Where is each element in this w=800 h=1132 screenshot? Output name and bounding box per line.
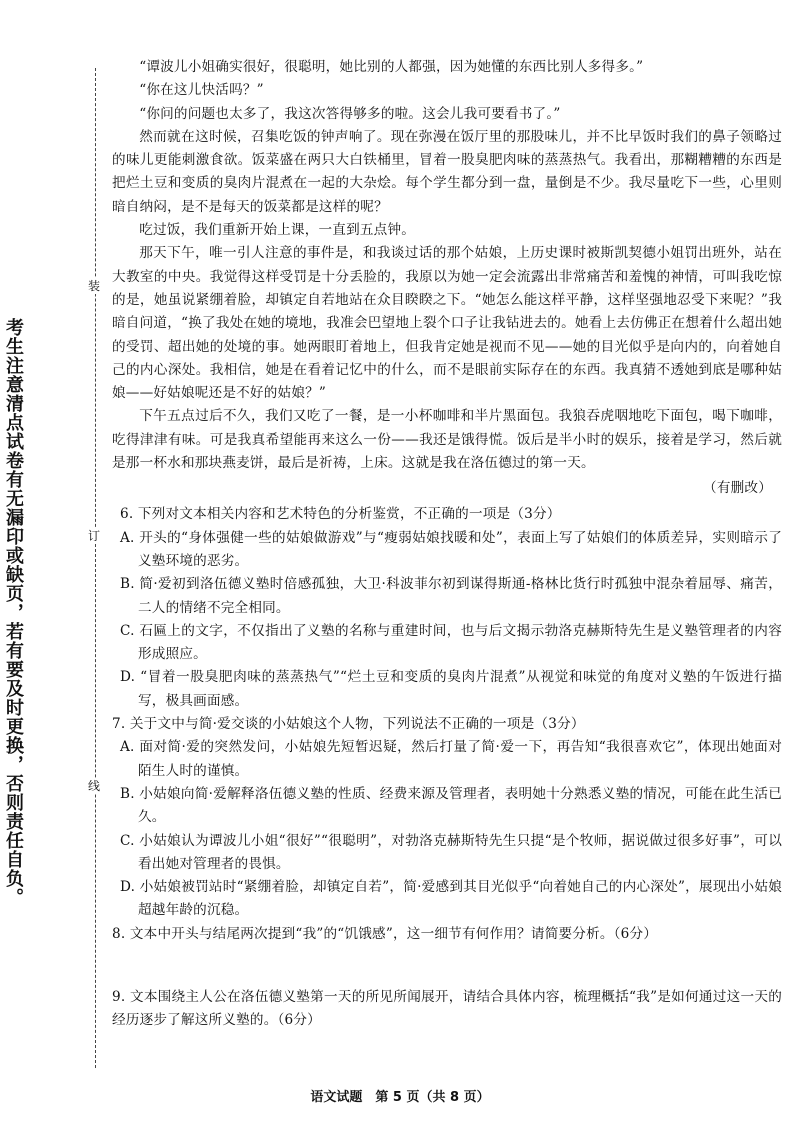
option-a: A. 开头的“身体强健一些的姑娘做游戏”与“瘦弱姑娘找暖和处”，表面上写了姑娘们的体质差异，实则暗示了义塾环境的恶劣。	[120, 529, 782, 569]
text-paragraph: 然而就在这时候，召集吃饭的钟声响了。现在弥漫在饭厅里的那股味儿，并不比早饭时我们的鼻子领略过的味儿更能刺激食欲。饭菜盛在两只大白铁桶里，冒着一股臭肥肉味的蒸蒸热气。我看出，那糊糟糟的东西是把烂土豆和变质的臭肉片混煮在一起的大杂烩。每个学生都分到一盘，量倒是不少。我尽量吃下一些，心里则暗自纳闷，是不是每天的饭菜都是这样的呢？	[112, 128, 782, 215]
page-footer: 语文试题 第 5 页（共 8 页）	[310, 1090, 490, 1105]
option-d: D. “冒着一股臭肥肉味的蒸蒸热气”“烂土豆和变质的臭肉片混煮”从视觉和味觉的角度对义塾的午饭进行描写，极具画面感。	[120, 669, 782, 709]
question-9	[112, 986, 782, 1033]
examinee-notice: 考生注意清点试卷有无漏印或缺页，若有要及时更换，否则责任自负。	[3, 318, 24, 907]
question-6	[112, 503, 782, 713]
text-paragraph: 吃过饭，我们重新开始上课，一直到五点钟。	[139, 222, 416, 239]
option-d: D. 小姑娘被罚站时“紧绷着脸，却镇定自若”，简·爱感到其目光似乎“向着她自己的内心深处”，展现出小姑娘超越年龄的沉稳。	[120, 879, 782, 919]
option-b: B. 小姑娘向简·爱解释洛伍德义塾的性质、经费来源及管理者，表明她十分熟悉义塾的情况，可能在此生活已久。	[120, 785, 782, 826]
question-stem: 6. 下列对文本相关内容和艺术特色的分析鉴赏，不正确的一项是（3分）	[120, 506, 561, 523]
question-stem: 7. 关于文中与简·爱交谈的小姑娘这个人物，下列说法不正确的一项是（3分）	[112, 716, 585, 733]
dialogue-line: “你在这儿快活吗？”	[139, 82, 264, 99]
binding-mark-zhuang: 装	[88, 279, 101, 293]
abridged-note: （有删改）	[703, 480, 772, 497]
binding-mark-ding: 订	[88, 529, 101, 543]
question-stem: 9. 文本围绕主人公在洛伍德义塾第一天的所见所闻展开，请结合具体内容，梳理概括“我”是如何通过这一天的经历逐步了解这所义塾的。（6分）	[112, 988, 782, 1029]
text-paragraph: 那天下午，唯一引人注意的事件是，和我谈过话的那个姑娘，上历史课时被斯凯契德小姐罚出班外，站在大教室的中央。我觉得这样受罚是十分丢脸的，我原以为她一定会流露出非常痛苦和羞愧的神情，可叫我吃惊的是，她虽说紧绷着脸，却镇定自若地站在众目睽睽之下。“她怎么能这样平静，这样坚强地忍受下来呢？”我暗自问道，“换了我处在她的境地，我准会巴望地上裂个口子让我钻进去的。她看上去仿佛正在想着什么超出她的受罚、超出她的处境的事。她两眼盯着地上，但我肯定她是视而不见——她的目光似乎是向内的，向着她自己的内心深处。我相信，她是在看着记忆中的什么，而不是眼前实际存在的东西。我真猜不透她到底是哪种姑娘——好姑娘呢还是不好的姑娘？”	[112, 245, 782, 402]
binding-mark-xian: 线	[88, 779, 101, 793]
option-a: A. 面对简·爱的突然发问，小姑娘先短暂迟疑，然后打量了简·爱一下，再告知“我很喜欢它”，体现出她面对陌生人时的谨慎。	[120, 739, 782, 779]
binding-dashed-line	[95, 68, 96, 1068]
question-7	[112, 713, 782, 923]
exam-page-content	[112, 56, 782, 1033]
dialogue-line: “谭波儿小姐确实很好，很聪明，她比别的人都强，因为她懂的东西比别人多得多。”	[139, 59, 644, 75]
answer-space	[112, 946, 782, 986]
question-stem: 8. 文本中开头与结尾两次提到“我”的“饥饿感”，这一细节有何作用？请简要分析。（6分）	[112, 925, 658, 942]
option-b: B. 简·爱初到洛伍德义塾时倍感孤独，大卫·科波菲尔初到谋得斯通-格林比货行时孤独中混杂着屈辱、痛苦，二人的情绪不完全相同。	[120, 576, 782, 616]
dialogue-line: “你问的问题也太多了，我这次答得够多的啦。这会儿我可要看书了。”	[139, 105, 561, 122]
option-c: C. 小姑娘认为谭波儿小姐“很好”“很聪明”，对勃洛克赫斯特先生只提“是个牧师，据说做过很多好事”，可以看出她对管理者的畏惧。	[120, 832, 782, 872]
question-8	[112, 923, 782, 946]
option-c: C. 石匾上的文字，不仅指出了义塾的名称与重建时间，也与后文揭示勃洛克赫斯特先生是义塾管理者的内容形成照应。	[120, 622, 782, 663]
text-paragraph: 下午五点过后不久，我们又吃了一餐，是一小杯咖啡和半片黑面包。我狼吞虎咽地吃下面包，喝下咖啡，吃得津津有味。可是我真希望能再来这么一份——我还是饿得慌。饭后是半小时的娱乐，接着是学习，然后就是那一杯水和那块燕麦饼，最后是祈祷，上床。这就是我在洛伍德过的第一天。	[112, 408, 782, 472]
